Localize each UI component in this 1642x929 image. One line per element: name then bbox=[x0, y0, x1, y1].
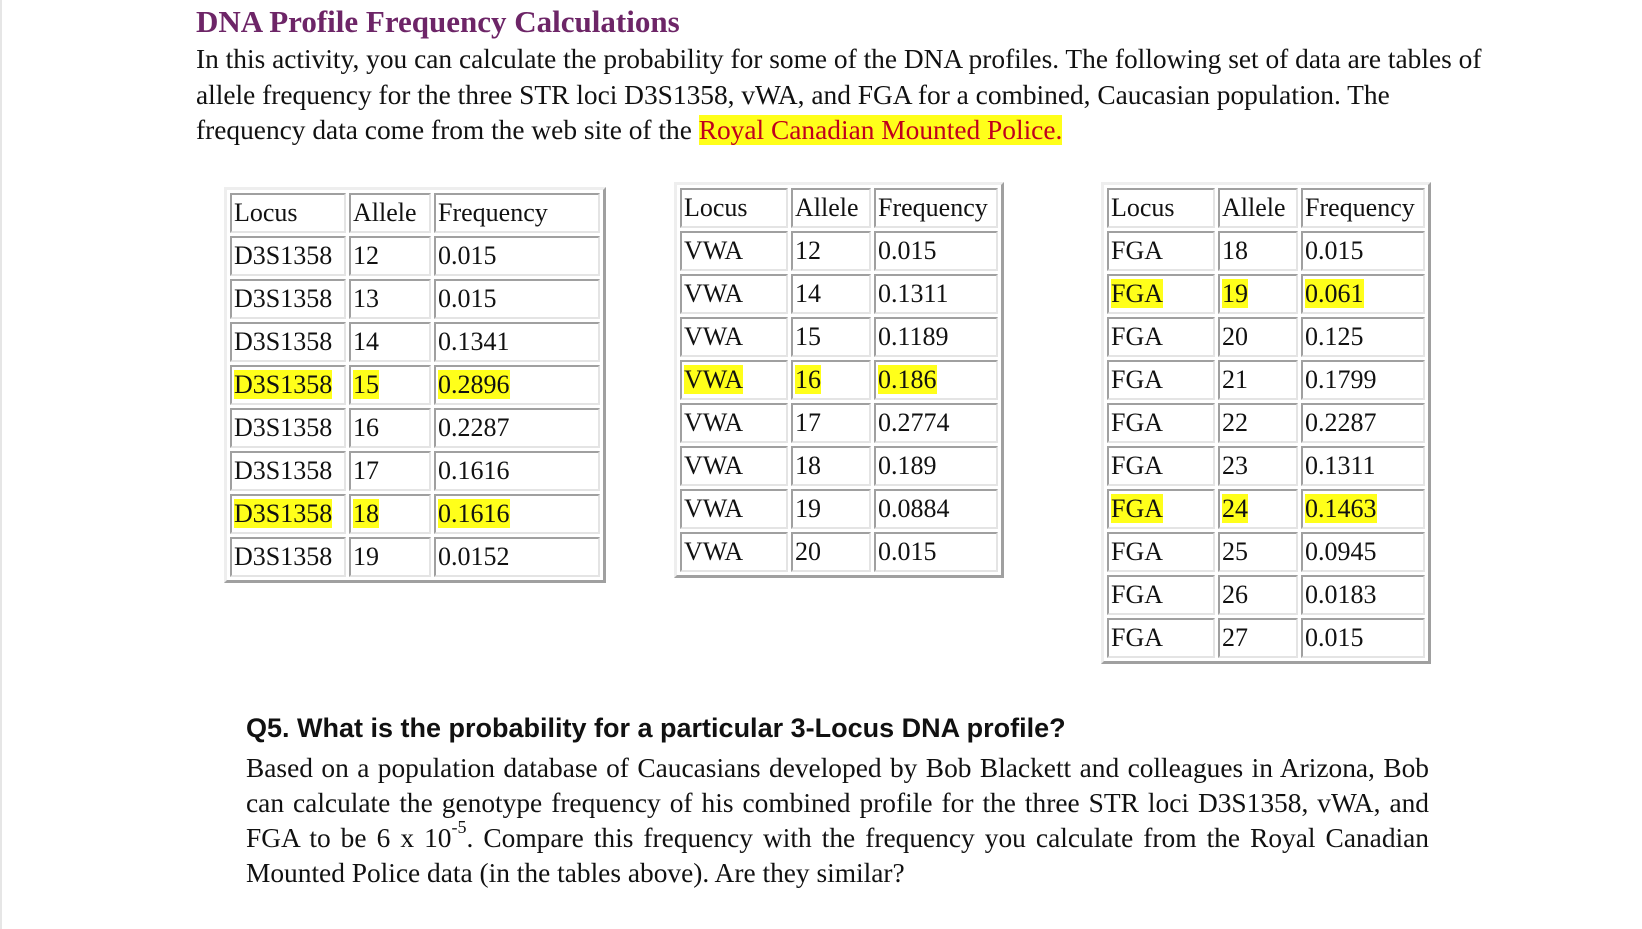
highlighted-value: 0.2896 bbox=[438, 370, 510, 399]
table-header-row bbox=[680, 188, 998, 228]
cell-locus: VWA bbox=[680, 231, 788, 271]
highlighted-value: 0.061 bbox=[1305, 279, 1364, 308]
cell-allele bbox=[1218, 489, 1298, 529]
cell-allele: 22 bbox=[1218, 403, 1298, 443]
cell-locus: D3S1358 bbox=[230, 322, 346, 362]
cell-allele: 12 bbox=[349, 236, 431, 276]
cell-allele bbox=[1218, 274, 1298, 314]
cell-frequency bbox=[434, 494, 600, 534]
column-header-frequency: Frequency bbox=[1301, 188, 1425, 228]
cell-frequency: 0.015 bbox=[434, 236, 600, 276]
highlighted-value: 19 bbox=[1222, 279, 1248, 308]
cell-locus: D3S1358 bbox=[230, 451, 346, 491]
cell-frequency: 0.2287 bbox=[1301, 403, 1425, 443]
highlighted-value: 0.1616 bbox=[438, 499, 510, 528]
cell-allele: 17 bbox=[791, 403, 871, 443]
table-row bbox=[680, 274, 998, 314]
cell-frequency: 0.0945 bbox=[1301, 532, 1425, 572]
table-row bbox=[1107, 575, 1425, 615]
table-row bbox=[680, 446, 998, 486]
table-row bbox=[1107, 446, 1425, 486]
question-title: Q5. What is the probability for a particular 3-Locus DNA profile? bbox=[246, 713, 1066, 743]
table-row bbox=[230, 322, 600, 362]
cell-allele: 20 bbox=[1218, 317, 1298, 357]
cell-frequency: 0.1311 bbox=[874, 274, 998, 314]
highlighted-value: FGA bbox=[1111, 279, 1164, 308]
highlighted-value: 18 bbox=[353, 499, 379, 528]
cell-locus: D3S1358 bbox=[230, 537, 346, 577]
cell-locus bbox=[230, 494, 346, 534]
table-row bbox=[230, 236, 600, 276]
table-row bbox=[1107, 317, 1425, 357]
cell-frequency: 0.015 bbox=[1301, 618, 1425, 658]
cell-allele: 15 bbox=[791, 317, 871, 357]
vwa-frequency-table bbox=[674, 182, 1004, 578]
cell-locus: FGA bbox=[1107, 317, 1215, 357]
table-row bbox=[230, 451, 600, 491]
cell-allele bbox=[349, 494, 431, 534]
column-header-locus: Locus bbox=[680, 188, 788, 228]
cell-locus: D3S1358 bbox=[230, 279, 346, 319]
cell-locus: VWA bbox=[680, 274, 788, 314]
highlighted-value: D3S1358 bbox=[234, 370, 333, 399]
table-row bbox=[230, 408, 600, 448]
highlighted-value: 24 bbox=[1222, 494, 1248, 523]
cell-frequency: 0.015 bbox=[434, 279, 600, 319]
question-body bbox=[246, 751, 1429, 891]
cell-frequency: 0.1341 bbox=[434, 322, 600, 362]
table-row bbox=[680, 532, 998, 572]
fga-frequency-table bbox=[1101, 182, 1431, 664]
cell-frequency: 0.1311 bbox=[1301, 446, 1425, 486]
cell-locus bbox=[230, 365, 346, 405]
cell-locus: FGA bbox=[1107, 403, 1215, 443]
table-row bbox=[1107, 532, 1425, 572]
cell-locus: VWA bbox=[680, 532, 788, 572]
table-row bbox=[1107, 274, 1425, 314]
cell-locus: D3S1358 bbox=[230, 236, 346, 276]
cell-locus: D3S1358 bbox=[230, 408, 346, 448]
highlighted-value: D3S1358 bbox=[234, 499, 333, 528]
cell-locus: FGA bbox=[1107, 575, 1215, 615]
d3s1358-frequency-table bbox=[224, 187, 606, 583]
question-body-text-end: . Compare this frequency with the frequency you calculate from the Royal Canadian Mounted Police data (in the tables above). Are they similar? bbox=[246, 823, 1429, 888]
page-left-border bbox=[0, 0, 2, 929]
cell-frequency: 0.1616 bbox=[434, 451, 600, 491]
highlighted-value: 0.186 bbox=[878, 365, 937, 394]
cell-frequency: 0.1189 bbox=[874, 317, 998, 357]
cell-locus: FGA bbox=[1107, 532, 1215, 572]
column-header-locus: Locus bbox=[1107, 188, 1215, 228]
cell-locus: VWA bbox=[680, 317, 788, 357]
cell-allele bbox=[791, 360, 871, 400]
table-row bbox=[1107, 618, 1425, 658]
cell-frequency: 0.2287 bbox=[434, 408, 600, 448]
table-row bbox=[230, 365, 600, 405]
column-header-frequency: Frequency bbox=[434, 193, 600, 233]
table-row bbox=[680, 231, 998, 271]
table-row bbox=[680, 403, 998, 443]
column-header-frequency: Frequency bbox=[874, 188, 998, 228]
cell-frequency: 0.015 bbox=[874, 532, 998, 572]
table-row bbox=[230, 494, 600, 534]
question-body-text: Based on a population database of Caucasians developed by Bob Blackett and colleagues in Arizona, Bob can calculate the genotype frequency of his combined profile for the three STR loci D3S1358, vWA, and FGA to be 6 x 10 bbox=[246, 753, 1429, 853]
column-header-allele: Allele bbox=[1218, 188, 1298, 228]
highlighted-value: 0.1463 bbox=[1305, 494, 1377, 523]
rcmp-link[interactable]: Royal Canadian Mounted Police. bbox=[698, 115, 1063, 145]
cell-allele: 13 bbox=[349, 279, 431, 319]
table-row bbox=[1107, 403, 1425, 443]
cell-allele: 23 bbox=[1218, 446, 1298, 486]
table-row bbox=[680, 360, 998, 400]
intro-text: In this activity, you can calculate the probability for some of the DNA profiles. The following set of data are tables of allele frequency for the three STR loci D3S1358, vWA, and FGA for a combined, Caucasian population. The frequency data come from the web site of the bbox=[196, 44, 1482, 145]
column-header-allele: Allele bbox=[349, 193, 431, 233]
cell-allele: 17 bbox=[349, 451, 431, 491]
cell-allele: 19 bbox=[791, 489, 871, 529]
cell-allele: 18 bbox=[1218, 231, 1298, 271]
column-header-allele: Allele bbox=[791, 188, 871, 228]
cell-frequency: 0.189 bbox=[874, 446, 998, 486]
cell-allele: 16 bbox=[349, 408, 431, 448]
question-exponent: -5 bbox=[451, 817, 467, 837]
cell-locus bbox=[680, 360, 788, 400]
cell-frequency: 0.0884 bbox=[874, 489, 998, 529]
cell-allele: 18 bbox=[791, 446, 871, 486]
cell-frequency: 0.125 bbox=[1301, 317, 1425, 357]
cell-frequency: 0.0183 bbox=[1301, 575, 1425, 615]
cell-frequency: 0.015 bbox=[874, 231, 998, 271]
cell-frequency bbox=[874, 360, 998, 400]
cell-locus: FGA bbox=[1107, 360, 1215, 400]
cell-allele: 14 bbox=[349, 322, 431, 362]
cell-allele: 27 bbox=[1218, 618, 1298, 658]
table-row bbox=[230, 279, 600, 319]
cell-allele: 12 bbox=[791, 231, 871, 271]
cell-allele: 25 bbox=[1218, 532, 1298, 572]
cell-allele: 20 bbox=[791, 532, 871, 572]
cell-frequency: 0.015 bbox=[1301, 231, 1425, 271]
cell-frequency bbox=[1301, 489, 1425, 529]
table-header-row bbox=[230, 193, 600, 233]
cell-locus: FGA bbox=[1107, 231, 1215, 271]
cell-frequency: 0.0152 bbox=[434, 537, 600, 577]
cell-frequency bbox=[434, 365, 600, 405]
table-row bbox=[230, 537, 600, 577]
highlighted-value: VWA bbox=[684, 365, 744, 394]
cell-frequency: 0.1799 bbox=[1301, 360, 1425, 400]
cell-frequency: 0.2774 bbox=[874, 403, 998, 443]
cell-allele bbox=[349, 365, 431, 405]
highlighted-value: 15 bbox=[353, 370, 379, 399]
highlighted-value: 16 bbox=[795, 365, 821, 394]
cell-locus: VWA bbox=[680, 446, 788, 486]
table-row bbox=[1107, 231, 1425, 271]
intro-paragraph bbox=[196, 42, 1496, 149]
cell-allele: 19 bbox=[349, 537, 431, 577]
table-row bbox=[680, 489, 998, 529]
highlighted-value: FGA bbox=[1111, 494, 1164, 523]
cell-locus: FGA bbox=[1107, 446, 1215, 486]
table-row bbox=[1107, 489, 1425, 529]
cell-locus bbox=[1107, 489, 1215, 529]
table-row bbox=[1107, 360, 1425, 400]
table-row bbox=[680, 317, 998, 357]
cell-allele: 14 bbox=[791, 274, 871, 314]
cell-locus: VWA bbox=[680, 489, 788, 529]
cell-allele: 26 bbox=[1218, 575, 1298, 615]
cell-locus: VWA bbox=[680, 403, 788, 443]
cell-locus: FGA bbox=[1107, 618, 1215, 658]
table-header-row bbox=[1107, 188, 1425, 228]
cell-allele: 21 bbox=[1218, 360, 1298, 400]
cell-frequency bbox=[1301, 274, 1425, 314]
cell-locus bbox=[1107, 274, 1215, 314]
page-title: DNA Profile Frequency Calculations bbox=[196, 4, 680, 39]
column-header-locus: Locus bbox=[230, 193, 346, 233]
